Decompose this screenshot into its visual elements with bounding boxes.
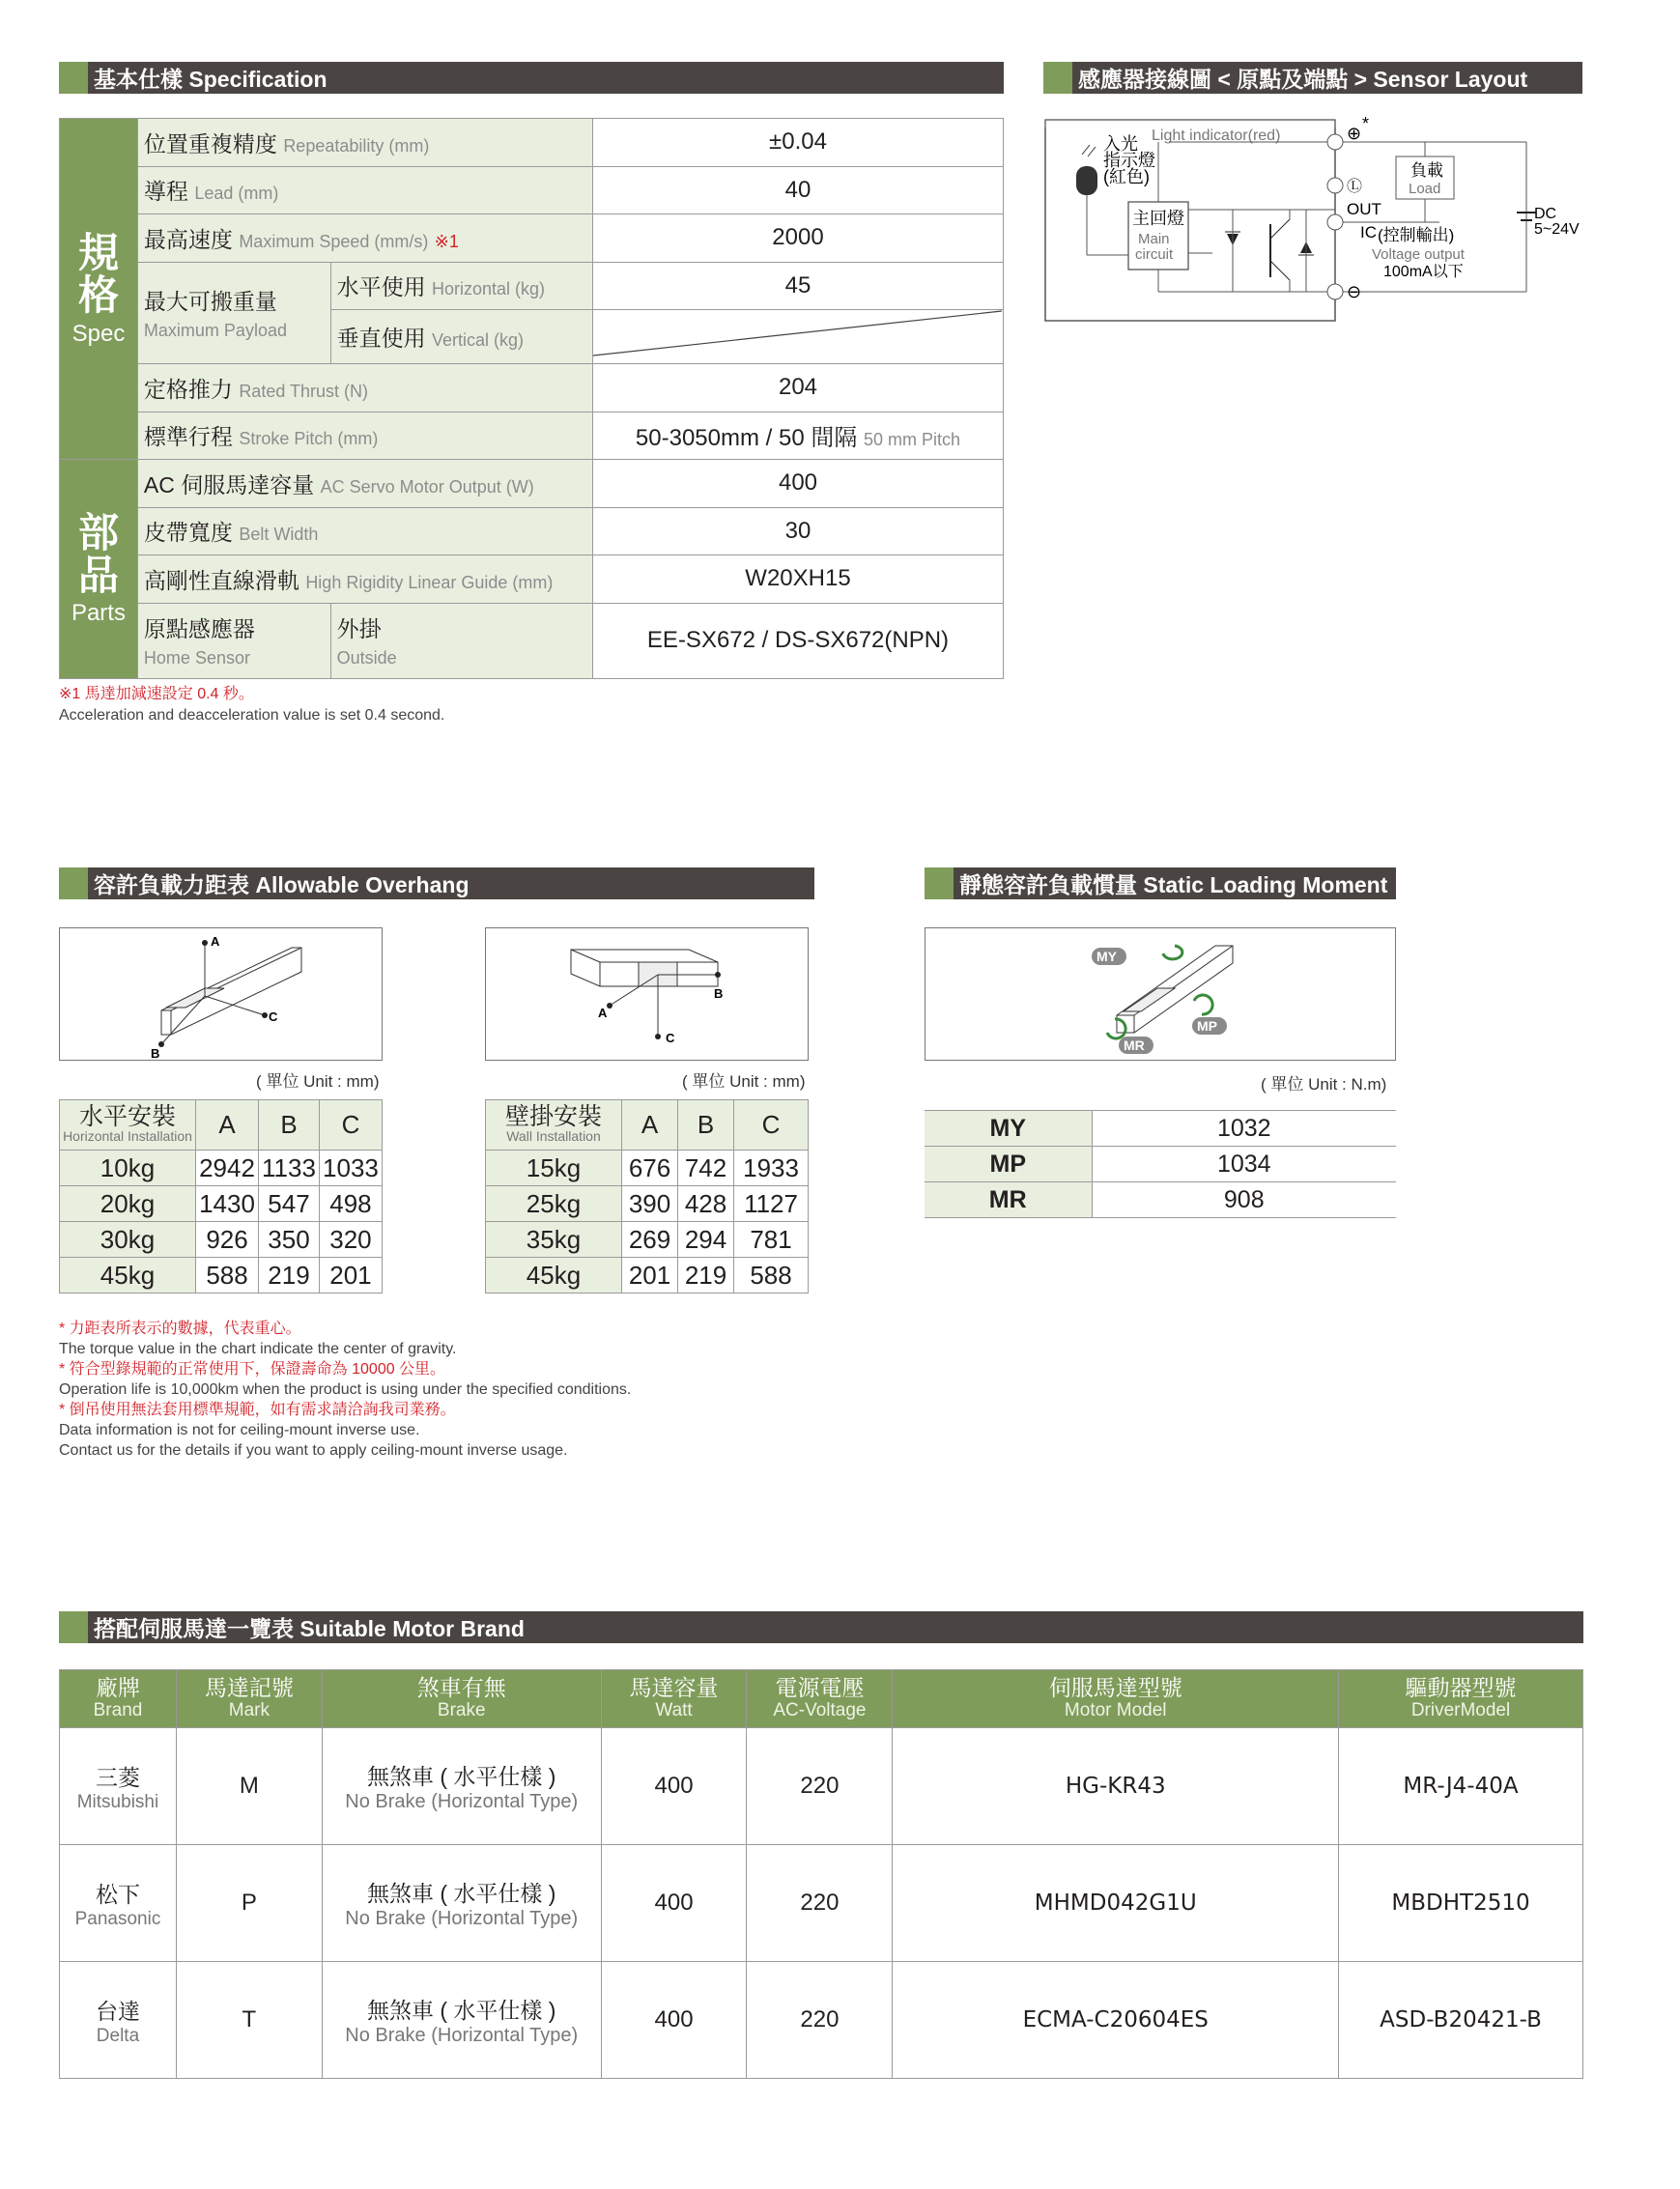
table-row: MP 1034 bbox=[925, 1147, 1396, 1182]
svg-text:5~24V: 5~24V bbox=[1534, 221, 1580, 238]
horizontal-overhang-table bbox=[59, 1099, 383, 1294]
parts-group-label: 部品 Parts bbox=[60, 460, 138, 679]
table-row: 規格 Spec 位置重複精度 Repeatability (mm) ±0.04 bbox=[60, 119, 1004, 167]
svg-text:Main: Main bbox=[1138, 231, 1170, 247]
table-header: 廠牌 Brand 馬達記號 Mark 煞車有無 Brake 馬達容量 Watt 電源電壓 AC-Voltage 伺服馬達型號 Motor Model 驅動器型號 DriverModel bbox=[60, 1670, 1583, 1728]
guide-value: W20XH15 bbox=[592, 555, 1003, 604]
home-sensor-value: EE-SX672 / DS-SX672(NPN) bbox=[592, 603, 1003, 678]
svg-text:入光: 入光 bbox=[1103, 134, 1138, 154]
svg-text:*: * bbox=[1362, 114, 1370, 133]
motor-section-title: 搭配伺服馬達一覽表 Suitable Motor Brand bbox=[59, 1611, 1583, 1643]
table-row: 定格推力 Rated Thrust (N) 204 bbox=[60, 364, 1004, 412]
svg-text:circuit: circuit bbox=[1135, 246, 1174, 263]
table-row: 原點感應器 Home Sensor 外掛 Outside EE-SX672 / DS-SX672(NPN) bbox=[60, 603, 1004, 678]
motor-output-value: 400 bbox=[592, 460, 1003, 508]
svg-text:MR: MR bbox=[1124, 1038, 1145, 1053]
payload-horizontal-value: 45 bbox=[592, 262, 1003, 310]
svg-text:B: B bbox=[151, 1046, 160, 1060]
wall-mount-figure bbox=[485, 927, 809, 1061]
table-row: MY 1032 bbox=[925, 1111, 1396, 1147]
table-row: 15kg 676 742 1933 bbox=[486, 1151, 809, 1186]
table-row: 部品 Parts AC 伺服馬達容量 AC Servo Motor Output (W) 400 bbox=[60, 460, 1004, 508]
table-row: 標準行程 Stroke Pitch (mm) 50-3050mm / 50 間隔 50 mm Pitch bbox=[60, 412, 1004, 460]
speed-value: 2000 bbox=[592, 214, 1003, 263]
moment-table bbox=[925, 1110, 1396, 1218]
spec-section-title: 基本仕樣 Specification bbox=[59, 62, 1004, 94]
horizontal-mount-figure bbox=[59, 927, 383, 1061]
overhang-section-title: 容許負載力距表 Allowable Overhang bbox=[59, 867, 814, 899]
spec-group-label: 規格 Spec bbox=[60, 119, 138, 460]
svg-text:DC: DC bbox=[1534, 206, 1557, 222]
svg-text:C: C bbox=[666, 1031, 675, 1045]
svg-text:⊖: ⊖ bbox=[1347, 282, 1362, 301]
table-row: 皮帶寬度 Belt Width 30 bbox=[60, 507, 1004, 555]
svg-text:Load: Load bbox=[1409, 181, 1441, 197]
thrust-value: 204 bbox=[592, 364, 1003, 412]
svg-text:MP: MP bbox=[1197, 1018, 1217, 1034]
svg-text:C: C bbox=[269, 1009, 278, 1024]
table-row: 20kg 1430 547 498 bbox=[60, 1186, 383, 1222]
table-row: 松下 Panasonic P 無煞車 ( 水平仕樣 ) No Brake (Horizontal Type) 400 220 MHMD042G1U MBDHT2510 bbox=[60, 1845, 1583, 1962]
sensor-layout-title: 感應器接線圖 < 原點及端點 > Sensor Layout bbox=[1043, 62, 1582, 94]
moment-section-title: 靜態容許負載慣量 Static Loading Moment bbox=[925, 867, 1396, 899]
table-row: 25kg 390 428 1127 bbox=[486, 1186, 809, 1222]
table-row: 10kg 2942 1133 1033 bbox=[60, 1151, 383, 1186]
svg-text:B: B bbox=[714, 986, 724, 1001]
svg-text:A: A bbox=[598, 1006, 608, 1020]
svg-text:(紅色): (紅色) bbox=[1103, 167, 1150, 186]
table-row: 35kg 269 294 781 bbox=[486, 1222, 809, 1258]
table-row: 最大可搬重量 Maximum Payload 水平使用 Horizontal (kg) 45 bbox=[60, 262, 1004, 310]
table-row: 高剛性直線滑軌 High Rigidity Linear Guide (mm) W20XH15 bbox=[60, 555, 1004, 604]
spec-note: ※1 馬達加減速設定 0.4 秒。 Acceleration and deacceleration value is set 0.4 second. bbox=[59, 686, 445, 724]
table-row: 台達 Delta T 無煞車 ( 水平仕樣 ) No Brake (Horizontal Type) 400 220 ECMA-C20604ES ASD-B20421-B bbox=[60, 1962, 1583, 2079]
repeatability-value: ±0.04 bbox=[592, 119, 1003, 167]
table-row: 45kg 588 219 201 bbox=[60, 1258, 383, 1294]
svg-text:A: A bbox=[211, 934, 220, 949]
motor-brand-table bbox=[59, 1669, 1583, 2079]
sensor-wiring-diagram bbox=[1043, 108, 1584, 330]
svg-text:Ⓛ: Ⓛ bbox=[1347, 179, 1363, 195]
overhang-notes: * 力距表所表示的數據，代表重心。 The torque value in the chart indicate the center of gravity. * 符合型錄規範的正常使用下，保證壽命為 10000 公里。 Operation life is 10,000km when the product is using under the specified conditions. * 倒吊使用無法套用標準規範，如有需求請洽詢我司業務。 Data information is not for ceiling-mount inverse use. Contact us for the details if you want to apply ceiling-mount inverse usage. bbox=[59, 1321, 632, 1459]
moment-figure bbox=[925, 927, 1396, 1061]
table-row: MR 908 bbox=[925, 1182, 1396, 1218]
table-header: 水平安裝 Horizontal Installation A B C bbox=[60, 1100, 383, 1151]
light-indicator-label: Light indicator(red) bbox=[1152, 128, 1281, 144]
table-row: 三菱 Mitsubishi M 無煞車 ( 水平仕樣 ) No Brake (Horizontal Type) 400 220 HG-KR43 MR-J4-40A bbox=[60, 1728, 1583, 1845]
table-row: 45kg 201 219 588 bbox=[486, 1258, 809, 1294]
lead-value: 40 bbox=[592, 166, 1003, 214]
led-icon bbox=[1076, 166, 1097, 195]
table-row: 垂直使用 Vertical (kg) bbox=[60, 310, 1004, 364]
empty-cell-slash bbox=[593, 310, 1002, 356]
svg-text:Voltage output: Voltage output bbox=[1372, 246, 1465, 263]
spec-table bbox=[59, 118, 1004, 679]
overhang-unit-horizontal: ( 單位 Unit : mm) bbox=[256, 1072, 380, 1091]
svg-text:⊕: ⊕ bbox=[1347, 124, 1362, 143]
table-row: 最高速度 Maximum Speed (mm/s) ※1 2000 bbox=[60, 214, 1004, 263]
svg-text:OUT: OUT bbox=[1347, 200, 1381, 218]
svg-text:主回燈: 主回燈 bbox=[1132, 209, 1184, 228]
moment-unit: ( 單位 Unit : N.m) bbox=[1261, 1075, 1387, 1094]
svg-text:指示燈: 指示燈 bbox=[1103, 151, 1155, 170]
svg-text:IC: IC bbox=[1360, 223, 1377, 242]
svg-text:100mA以下: 100mA以下 bbox=[1383, 264, 1464, 280]
overhang-unit-wall: ( 單位 Unit : mm) bbox=[682, 1072, 806, 1091]
belt-width-value: 30 bbox=[592, 507, 1003, 555]
svg-text:負載: 負載 bbox=[1410, 161, 1443, 180]
svg-text:MY: MY bbox=[1096, 949, 1117, 964]
wall-overhang-table bbox=[485, 1099, 809, 1294]
table-row: 30kg 926 350 320 bbox=[60, 1222, 383, 1258]
payload-vertical-value bbox=[592, 310, 1003, 364]
svg-text:(控制輸出): (控制輸出) bbox=[1378, 226, 1455, 244]
stroke-value: 50-3050mm / 50 間隔 50 mm Pitch bbox=[592, 412, 1003, 460]
table-row: 導程 Lead (mm) 40 bbox=[60, 166, 1004, 214]
table-header: 壁掛安裝 Wall Installation A B C bbox=[486, 1100, 809, 1151]
